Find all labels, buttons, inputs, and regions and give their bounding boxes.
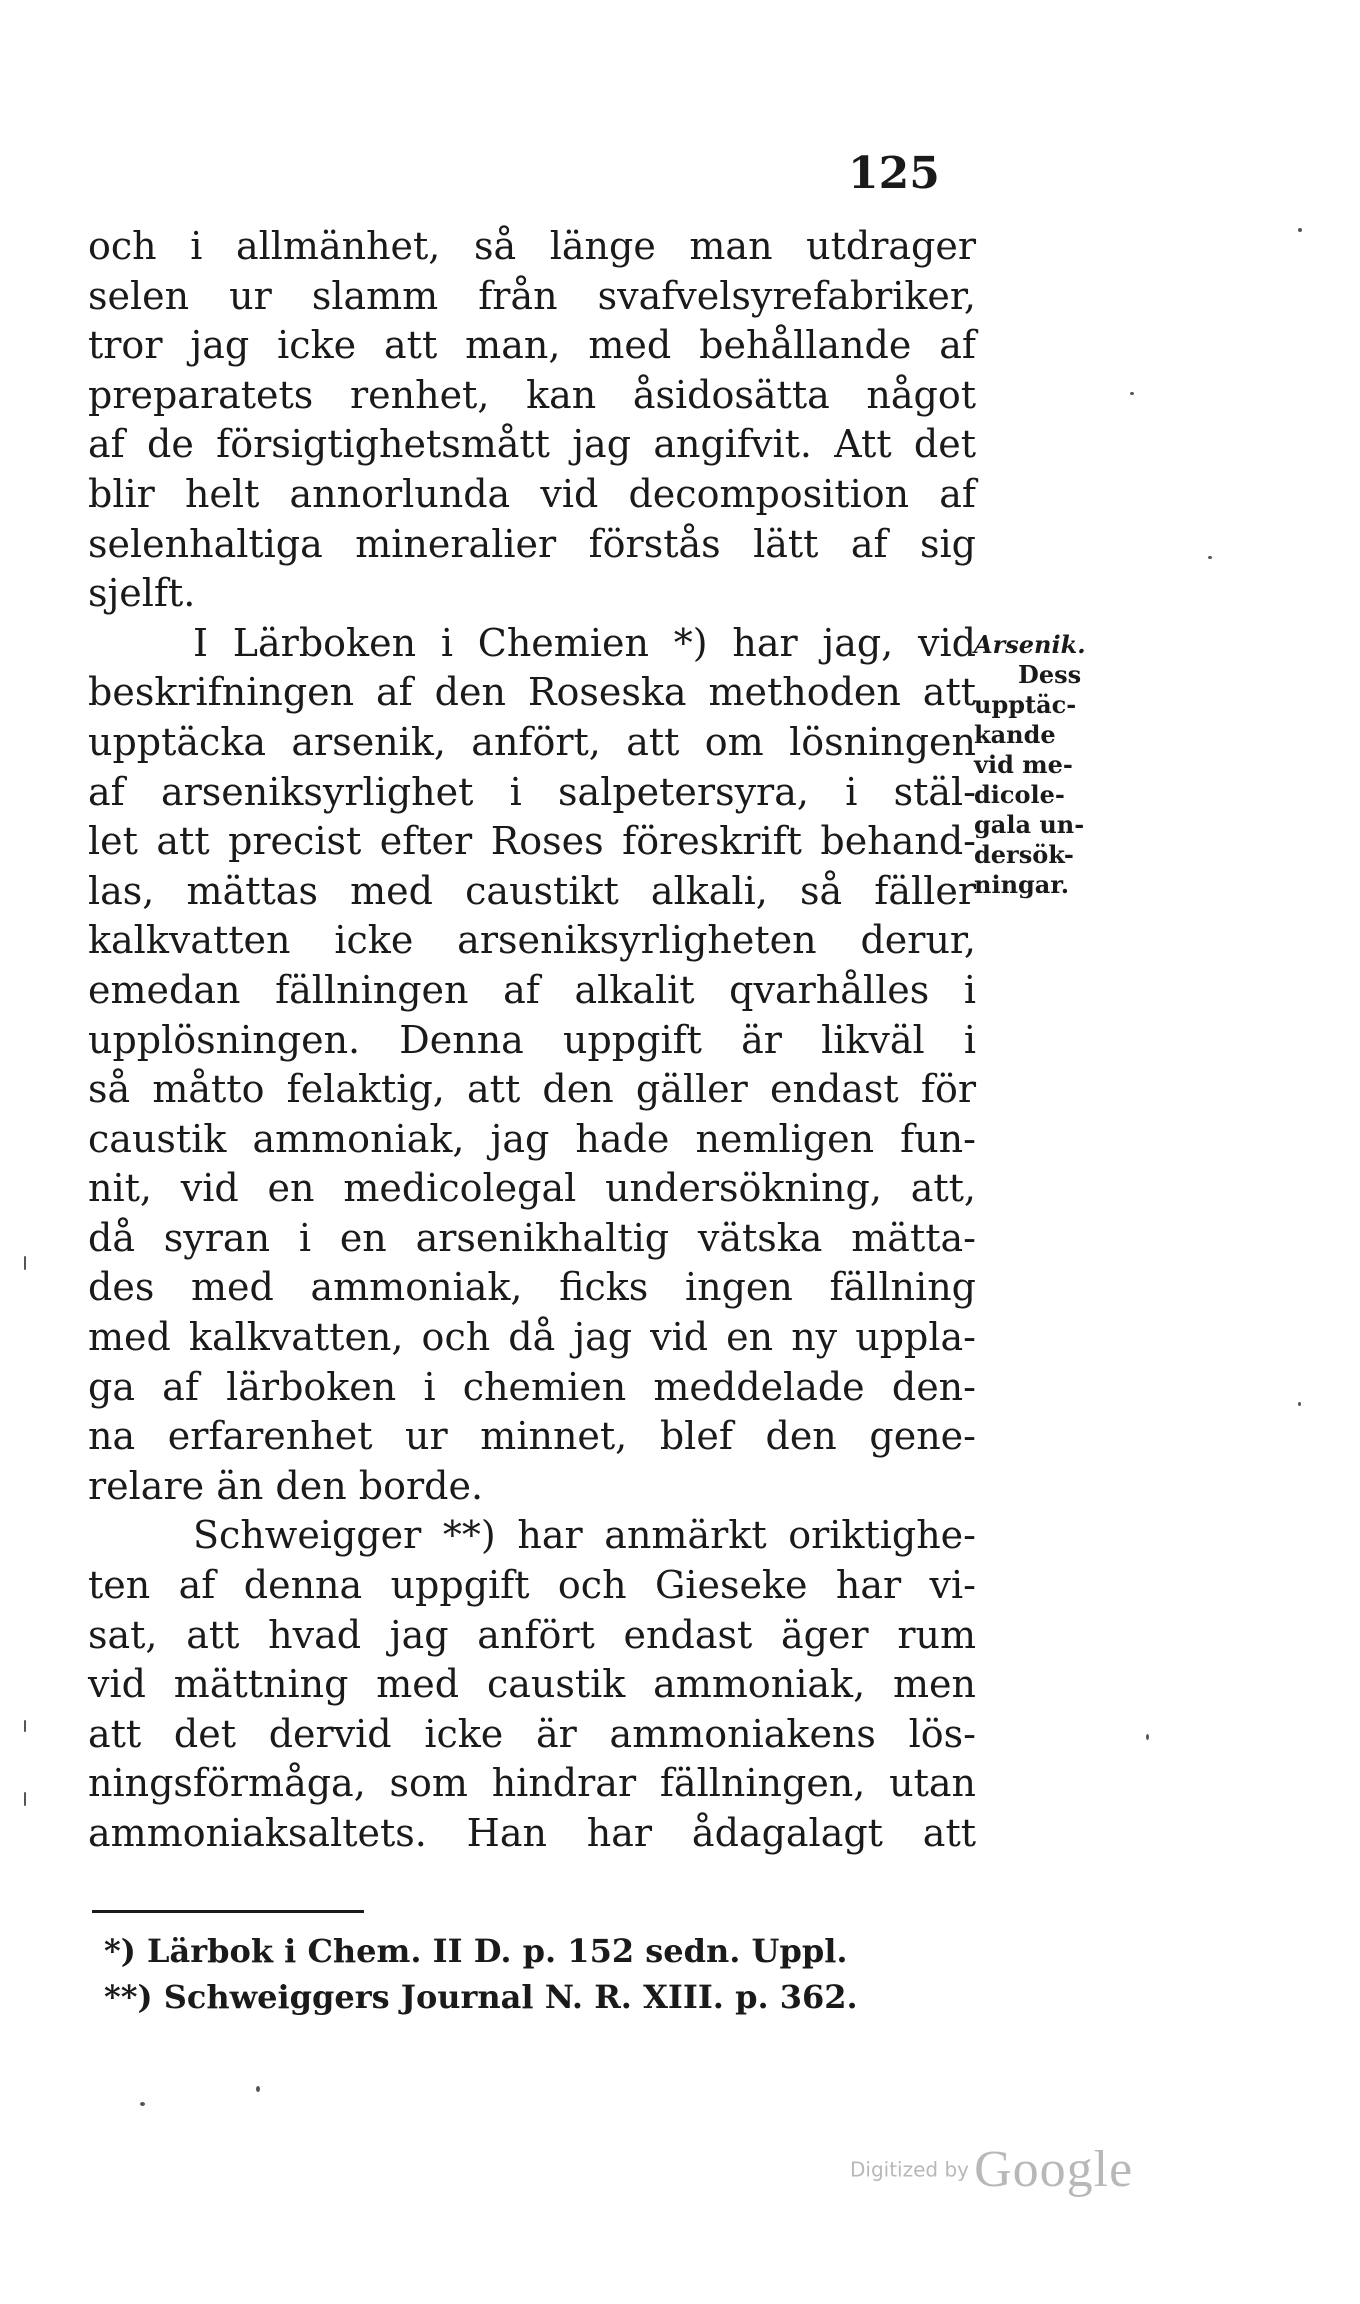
margin-note-line: Arsenik. xyxy=(974,630,1086,659)
margin-note-line: kande xyxy=(974,720,1056,749)
footnote: **) Schweiggers Journal N. R. XIII. p. 362. xyxy=(104,1978,858,2016)
text-line: då syran i en arsenikhaltig vätska mätta- xyxy=(88,1215,976,1260)
text-line: med kalkvatten, och då jag vid en ny uppla- xyxy=(88,1315,976,1360)
margin-note xyxy=(974,630,1134,900)
text-line: caustik ammoniak, jag hade nemligen fun- xyxy=(88,1116,976,1161)
text-line: ga af lärboken i chemien meddelade den- xyxy=(88,1364,976,1409)
text-line: Schweigger **) har anmärkt oriktighe- xyxy=(193,1513,976,1558)
text-line: preparatets renhet, kan åsidosätta något xyxy=(88,372,976,417)
text-line: na erfarenhet ur minnet, blef den gene- xyxy=(88,1414,976,1459)
text-line: emedan fällningen af alkalit qvarhålles i xyxy=(88,967,976,1012)
scan-speck xyxy=(140,2102,145,2106)
text-line: tror jag icke att man, med behållande af xyxy=(88,323,976,368)
margin-note-line: dicole- xyxy=(974,780,1065,809)
text-line: des med ammoniak, ficks ingen fällning xyxy=(88,1265,976,1310)
text-line: att det dervid icke är ammoniakens lös- xyxy=(88,1711,976,1756)
text-line: sat, att hvad jag anfört endast äger rum xyxy=(88,1612,976,1657)
text-line: selen ur slamm från svafvelsyrefabriker, xyxy=(88,273,976,318)
text-line: las, mättas med caustikt alkali, så fäller xyxy=(88,868,976,913)
text-line: let att precist efter Roses föreskrift behand- xyxy=(88,819,976,864)
scan-speck xyxy=(24,1792,26,1806)
watermark-prefix: Digitized by xyxy=(850,2157,969,2182)
text-line: och i allmänhet, så länge man utdrager xyxy=(88,224,976,268)
scan-speck xyxy=(1298,1402,1301,1406)
text-line: selenhaltiga mineralier förstås lätt af sig xyxy=(88,521,976,566)
scan-speck xyxy=(1298,228,1302,232)
margin-note-line: Dess xyxy=(1018,660,1082,689)
body-text xyxy=(88,222,976,1859)
text-line: I Lärboken i Chemien *) har jag, vid xyxy=(193,620,976,665)
digitized-watermark xyxy=(850,2140,1133,2199)
scan-speck xyxy=(24,1256,26,1270)
text-line: nit, vid en medicolegal undersökning, att, xyxy=(88,1166,976,1211)
text-line: sjelft. xyxy=(88,571,196,616)
margin-note-line: vid me- xyxy=(974,750,1073,779)
google-logo: Google xyxy=(974,2141,1134,2198)
margin-note-line: upptäc- xyxy=(974,690,1077,719)
margin-note-line: gala un- xyxy=(974,810,1085,839)
text-line: relare än den borde. xyxy=(88,1463,484,1508)
scan-speck xyxy=(1130,392,1134,395)
text-line: blir helt annorlunda vid decomposition af xyxy=(88,471,976,516)
text-line: ammoniaksaltets. Han har ådagalagt att xyxy=(88,1811,976,1855)
text-line: upplösningen. Denna uppgift är likväl i xyxy=(88,1017,976,1062)
text-line: ten af denna uppgift och Gieseke har vi- xyxy=(88,1563,976,1608)
text-line: så måtto felaktig, att den gäller endast för xyxy=(88,1067,976,1112)
scan-speck xyxy=(256,2086,260,2092)
footnote-divider xyxy=(92,1910,364,1913)
scan-speck xyxy=(24,1720,26,1732)
text-line: af de försigtighetsmått jag angifvit. Att det xyxy=(88,422,976,467)
text-line: vid mättning med caustik ammoniak, men xyxy=(88,1662,976,1707)
page-number: 125 xyxy=(848,148,940,199)
text-line: af arseniksyrlighet i salpetersyra, i stäl- xyxy=(88,769,976,814)
scan-speck xyxy=(1146,1734,1149,1740)
text-line: kalkvatten icke arseniksyrligheten derur, xyxy=(88,918,976,963)
footnote: *) Lärbok i Chem. II D. p. 152 sedn. Uppl. xyxy=(104,1932,848,1970)
text-line: ningsförmåga, som hindrar fällningen, utan xyxy=(88,1761,976,1806)
text-line: beskrifningen af den Roseska methoden att xyxy=(88,670,976,715)
scan-speck xyxy=(1208,556,1212,559)
footnotes xyxy=(104,1928,858,2020)
margin-note-line: ningar. xyxy=(974,870,1070,899)
margin-note-line: dersök- xyxy=(974,840,1074,869)
text-line: upptäcka arsenik, anfört, att om lösningen xyxy=(88,719,976,764)
